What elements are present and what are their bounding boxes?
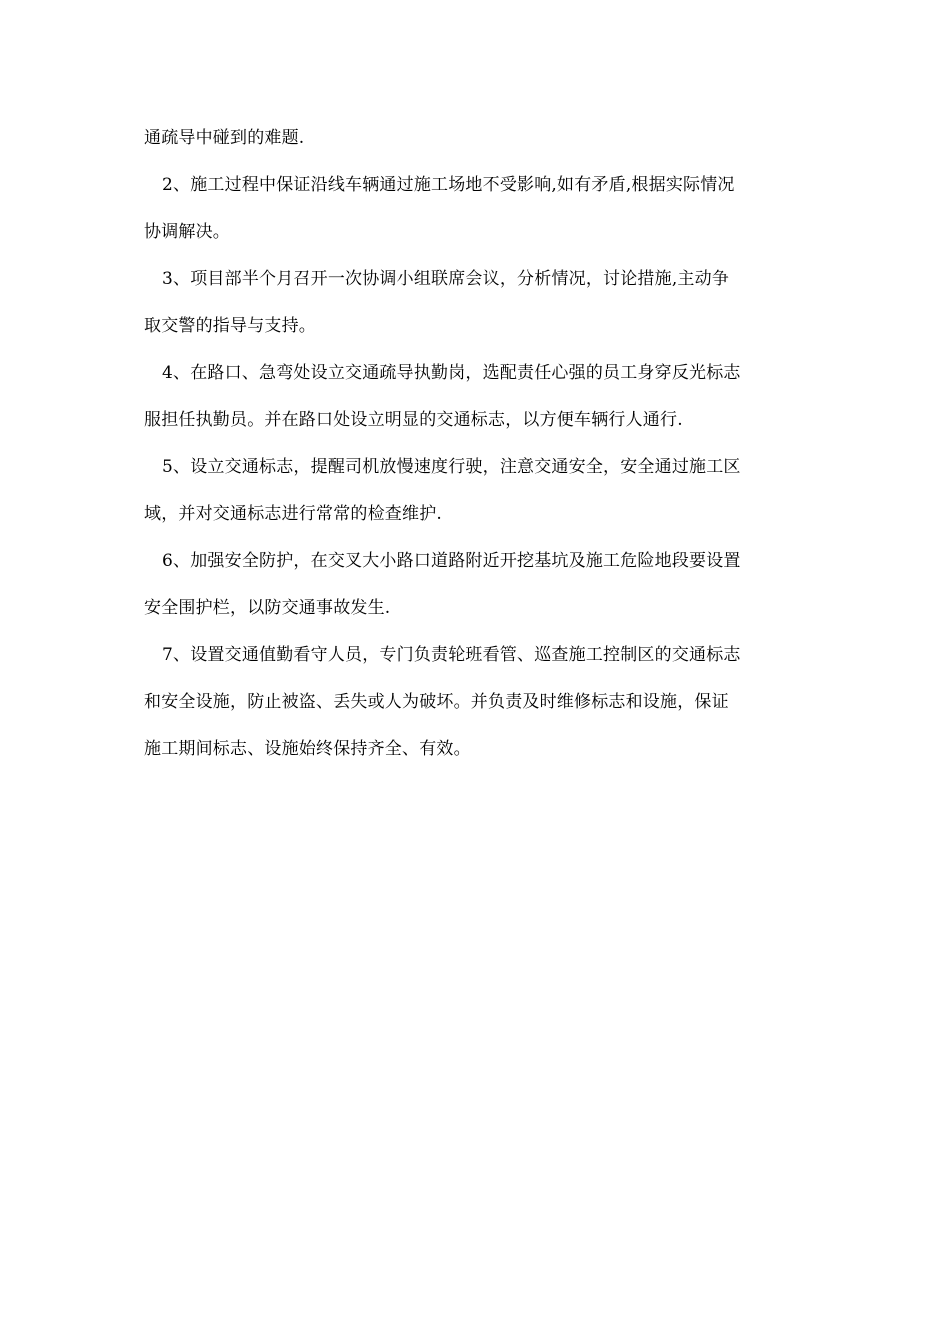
- paragraph-line: 7、设置交通值勤看守人员，专门负责轮班看管、巡查施工控制区的交通标志: [162, 645, 741, 665]
- paragraph-line: 服担任执勤员。并在路口处设立明显的交通标志，以方便车辆行人通行.: [144, 410, 683, 430]
- paragraph-line: 协调解决。: [144, 222, 230, 242]
- paragraph-line: 安全围护栏，以防交通事故发生.: [144, 598, 391, 618]
- paragraph-line: 域，并对交通标志进行常常的检查维护.: [144, 504, 443, 524]
- paragraph-line: 4、在路口、急弯处设立交通疏导执勤岗，选配责任心强的员工身穿反光标志: [162, 363, 741, 383]
- paragraph-line: 取交警的指导与支持。: [144, 316, 316, 336]
- paragraph-line: 6、加强安全防护，在交叉大小路口道路附近开挖基坑及施工危险地段要设置: [162, 551, 741, 571]
- paragraph-line: 2、施工过程中保证沿线车辆通过施工场地不受影响,如有矛盾,根据实际情况: [162, 175, 735, 195]
- paragraph-line: 通疏导中碰到的难题.: [144, 128, 305, 148]
- paragraph-line: 施工期间标志、设施始终保持齐全、有效。: [144, 739, 471, 759]
- paragraph-line: 5、设立交通标志，提醒司机放慢速度行驶，注意交通安全，安全通过施工区: [162, 457, 741, 477]
- paragraph-line: 和安全设施，防止被盗、丢失或人为破坏。并负责及时维修标志和设施，保证: [144, 692, 729, 712]
- paragraph-line: 3、项目部半个月召开一次协调小组联席会议，分析情况，讨论措施,主动争: [162, 269, 730, 289]
